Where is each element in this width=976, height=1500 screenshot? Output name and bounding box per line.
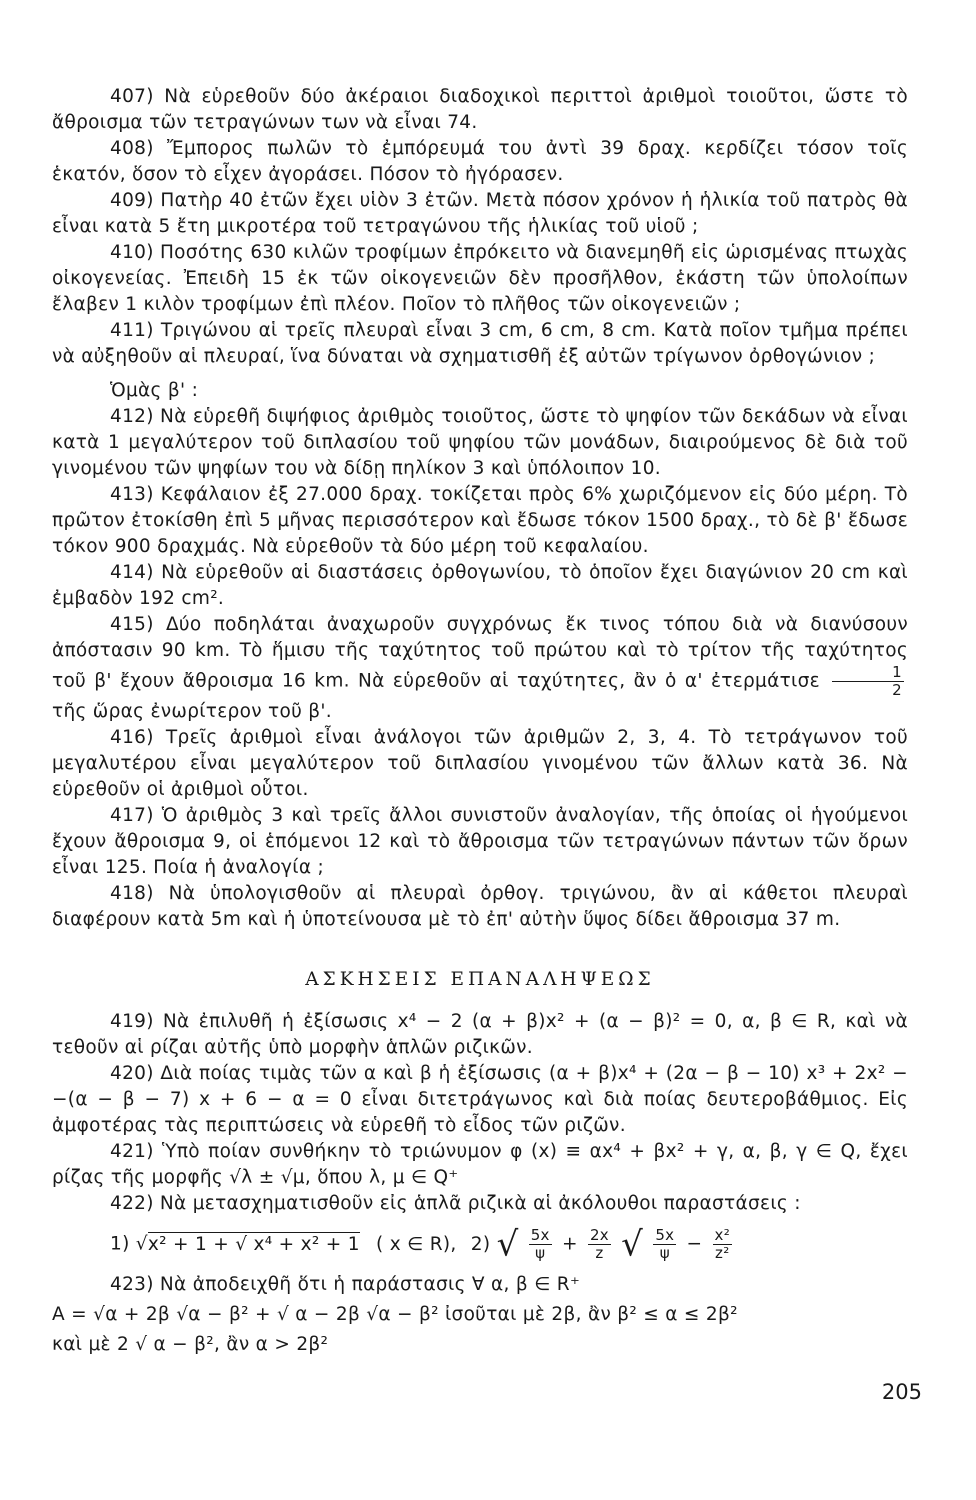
exercise-415 bbox=[52, 612, 908, 725]
exercise-422: 422) Νὰ μετασχηματισθοῦν εἰς ἁπλᾶ ριζικὰ αἱ ἀκόλουθοι παραστάσεις : bbox=[110, 1193, 801, 1214]
section-heading: ΑΣΚΗΣΕΙΣ ΕΠΑΝΑΛΗΨΕΩΣ bbox=[305, 969, 655, 990]
fraction-numerator: x² bbox=[714, 1226, 731, 1244]
exercise-422-expressions bbox=[52, 1224, 908, 1265]
exercise-414: 414) Νὰ εὑρεθοῦν αἱ διαστάσεις ὀρθογωνίου, τὸ ὁποῖον ἔχει διαγώνιον 20 cm καὶ ἐμβαδὸν 192 cm². bbox=[52, 562, 908, 609]
minus-sign: − bbox=[686, 1233, 703, 1255]
exercise-423: 423) Νὰ ἀποδειχθῆ ὅτι ἡ παράστασις ∀ α, β ∈ R⁺ bbox=[110, 1274, 581, 1295]
expr-1-label: 1) bbox=[110, 1233, 130, 1255]
exercise-412: 412) Νὰ εὑρεθῆ διψήφιος ἀριθμὸς τοιοῦτος, ὥστε τὸ ψηφίον τῶν δεκάδων νὰ εἶναι κατὰ 1 μεγαλύτερον τοῦ διπλασίου τοῦ ψηφίου τῶν μονάδων, διαιρούμενος δὲ διὰ τοῦ γινομένου τῶν ψηφίων του νὰ δίδῃ πηλίκον 3 καὶ ὑπόλοιπον 10. bbox=[52, 406, 908, 479]
page-number: 205 bbox=[881, 1380, 922, 1404]
exercise-415-start: 415) Δύο ποδηλάται ἀναχωροῦν συγχρόνως ἔκ τινος τόπου διὰ νὰ διανύσουν ἀπόστασιν 90 km. Τὸ ἥμισυ τῆς ταχύτητος τοῦ πρώτου καὶ τὸ τρίτον τῆς ταχύτητος τοῦ β' ἔχουν ἄθροισμα 16 km. Νὰ εὑρεθοῦν αἱ ταχύτητες, ἂν ὁ α' ἐτερμάτισε bbox=[52, 614, 908, 692]
exercise-408: 408) Ἔμπορος πωλῶν τὸ ἐμπόρευμά του ἀντὶ 39 δραχ. κερδίζει τόσον τοῖς ἑκατόν, ὅσον τὸ εἶχεν ἀγοράσει. Πόσον τὸ ἠγόρασεν. bbox=[52, 138, 908, 185]
exercise-417: 417) Ὁ ἀριθμὸς 3 καὶ τρεῖς ἄλλοι συνιστοῦν ἀναλογίαν, τῆς ὁποίας οἱ ἡγούμενοι ἔχουν ἄθροισμα 9, οἱ ἑπόμενοι 12 καὶ τὸ ἄθροισμα τῶν τετραγώνων πάντων τῶν ὅρων εἶναι 125. Ποία ἡ ἀναλογία ; bbox=[52, 805, 908, 878]
exercise-415-end: τῆς ὥρας ἐνωρίτερον τοῦ β'. bbox=[52, 701, 332, 722]
exercise-407: 407) Νὰ εὑρεθοῦν δύο ἀκέραιοι διαδοχικοὶ περιττοὶ ἀριθμοὶ τοιοῦτοι, ὥστε τὸ ἄθροισμα τῶν τετραγώνων των νὰ εἶναι 74. bbox=[52, 86, 908, 133]
exercise-419: 419) Νὰ ἐπιλυθῆ ἡ ἐξίσωσις x⁴ − 2 (α + β)x² + (α − β)² = 0, α, β ∈ R, καὶ νὰ τεθοῦν αἱ ρίζαι αὐτῆς ὑπὸ μορφὴν ἁπλῶν ριζικῶν. bbox=[52, 1011, 908, 1058]
fraction-denominator: z bbox=[595, 1244, 604, 1262]
fraction-2x-z bbox=[588, 1227, 611, 1262]
exercise-420: 420) Διὰ ποίας τιμὰς τῶν α καὶ β ἡ ἐξίσωσις (α + β)x⁴ + (2α − β − 10) x³ + 2x² − −(α − β − 7) x + 6 − α = 0 εἶναι διτετράγωνος καὶ διὰ ποίας δευτεροβάθμιος. Εἰς ἀμφοτέρας τὰς περιπτώσεις νὰ εὑρεθῆ τὸ εἶδος τῶν ριζῶν. bbox=[52, 1063, 908, 1136]
expr-1-domain: ( x ∈ R), bbox=[376, 1233, 457, 1255]
exercise-423-formula: A = √α + 2β √α − β² + √ α − 2β √α − β² ἰσοῦται μὲ 2β, ἂν β² ≤ α ≤ 2β² bbox=[52, 1304, 738, 1325]
fraction-numerator: 5x bbox=[530, 1226, 550, 1244]
fraction-5x-psi-2 bbox=[653, 1227, 676, 1262]
exercise-416: 416) Τρεῖς ἀριθμοὶ εἶναι ἀνάλογοι τῶν ἀριθμῶν 2, 3, 4. Τὸ τετράγωνον τοῦ μεγαλυτέρου εἶναι μεγαλύτερον τοῦ διπλασίου γινομένου τῶν ἄλλων κατὰ 36. Νὰ εὑρεθοῦν οἱ ἀριθμοὶ οὗτοι. bbox=[52, 727, 908, 800]
fraction-denominator: 2 bbox=[892, 681, 902, 699]
radical-sign-icon: √ bbox=[496, 1224, 519, 1265]
exercise-413: 413) Κεφάλαιον ἐξ 27.000 δραχ. τοκίζεται πρὸς 6% χωριζόμενον εἰς δύο μέρη. Τὸ πρῶτον ἐτοκίσθη ἐπὶ 5 μῆνας περισσότερον καὶ ἔδωσε τόκον 1500 δραχ., τὸ δὲ β' ἔδωσε τόκον 900 δραχμάς. Νὰ εὑρεθοῦν τὰ δύο μέρη τοῦ κεφαλαίου. bbox=[52, 484, 908, 557]
radical-sign-icon: √ bbox=[621, 1224, 644, 1265]
fraction-numerator: 2x bbox=[589, 1226, 609, 1244]
fraction-denominator: z² bbox=[715, 1244, 730, 1262]
radical-sign-icon: √ bbox=[135, 1233, 148, 1255]
exercise-423-condition: καὶ μὲ 2 √ α − β², ἂν α > 2β² bbox=[52, 1334, 329, 1355]
fraction-one-half bbox=[832, 664, 904, 699]
exercise-411: 411) Τριγώνου αἱ τρεῖς πλευραὶ εἶναι 3 cm, 6 cm, 8 cm. Κατὰ ποῖον τμῆμα πρέπει νὰ αὐξηθοῦν αἱ πλευραί, ἵνα δύναται νὰ σχηματισθῆ ἐξ αὐτῶν τρίγωνον ὀρθογώνιον ; bbox=[52, 320, 908, 367]
fraction-x2-z2 bbox=[713, 1227, 733, 1262]
expr-1-body: x² + 1 + √ x⁴ + x² + 1 bbox=[147, 1233, 360, 1255]
exercise-421: 421) Ὑπὸ ποίαν συνθήκην τὸ τριώνυμον φ (x) ≡ αx⁴ + βx² + γ, α, β, γ ∈ Q, ἔχει ρίζας τῆς μορφῆς √λ ± √μ, ὅπου λ, μ ∈ Q⁺ bbox=[52, 1141, 908, 1188]
page-body bbox=[52, 84, 908, 1362]
group-label: Ὁμὰς β' : bbox=[110, 380, 199, 401]
fraction-denominator: ψ bbox=[659, 1244, 670, 1262]
exercise-410: 410) Ποσότης 630 κιλῶν τροφίμων ἐπρόκειτο νὰ διανεμηθῆ εἰς ὡρισμένας πτωχὰς οἰκογενείας. Ἐπειδὴ 15 ἐκ τῶν οἰκογενειῶν δὲν προσῆλθον, ἑκάστη τῶν ὑπολοίπων ἔλαβεν 1 κιλὸν τροφίμων ἐπὶ πλέον. Ποῖον τὸ πλῆθος τῶν οἰκογενειῶν ; bbox=[52, 242, 908, 315]
plus-sign: + bbox=[561, 1233, 578, 1255]
expr-2-label: 2) bbox=[470, 1233, 491, 1255]
fraction-numerator: 1 bbox=[832, 664, 904, 682]
fraction-5x-psi bbox=[529, 1227, 552, 1262]
fraction-denominator: ψ bbox=[535, 1244, 546, 1262]
fraction-numerator: 5x bbox=[655, 1226, 675, 1244]
exercise-409: 409) Πατὴρ 40 ἐτῶν ἔχει υἱὸν 3 ἐτῶν. Μετὰ πόσον χρόνον ἡ ἡλικία τοῦ πατρὸς θὰ εἶναι κατὰ 5 ἔτη μικροτέρα τοῦ τετραγώνου τῆς ἡλικίας τοῦ υἱοῦ ; bbox=[52, 190, 908, 237]
exercise-418: 418) Νὰ ὑπολογισθοῦν αἱ πλευραὶ ὀρθογ. τριγώνου, ἂν αἱ κάθετοι πλευραὶ διαφέρουν κατὰ 5m καὶ ἡ ὑποτείνουσα μὲ τὸ ἐπ' αὐτὴν ὕψος δίδει ἄθροισμα 37 m. bbox=[52, 883, 908, 930]
